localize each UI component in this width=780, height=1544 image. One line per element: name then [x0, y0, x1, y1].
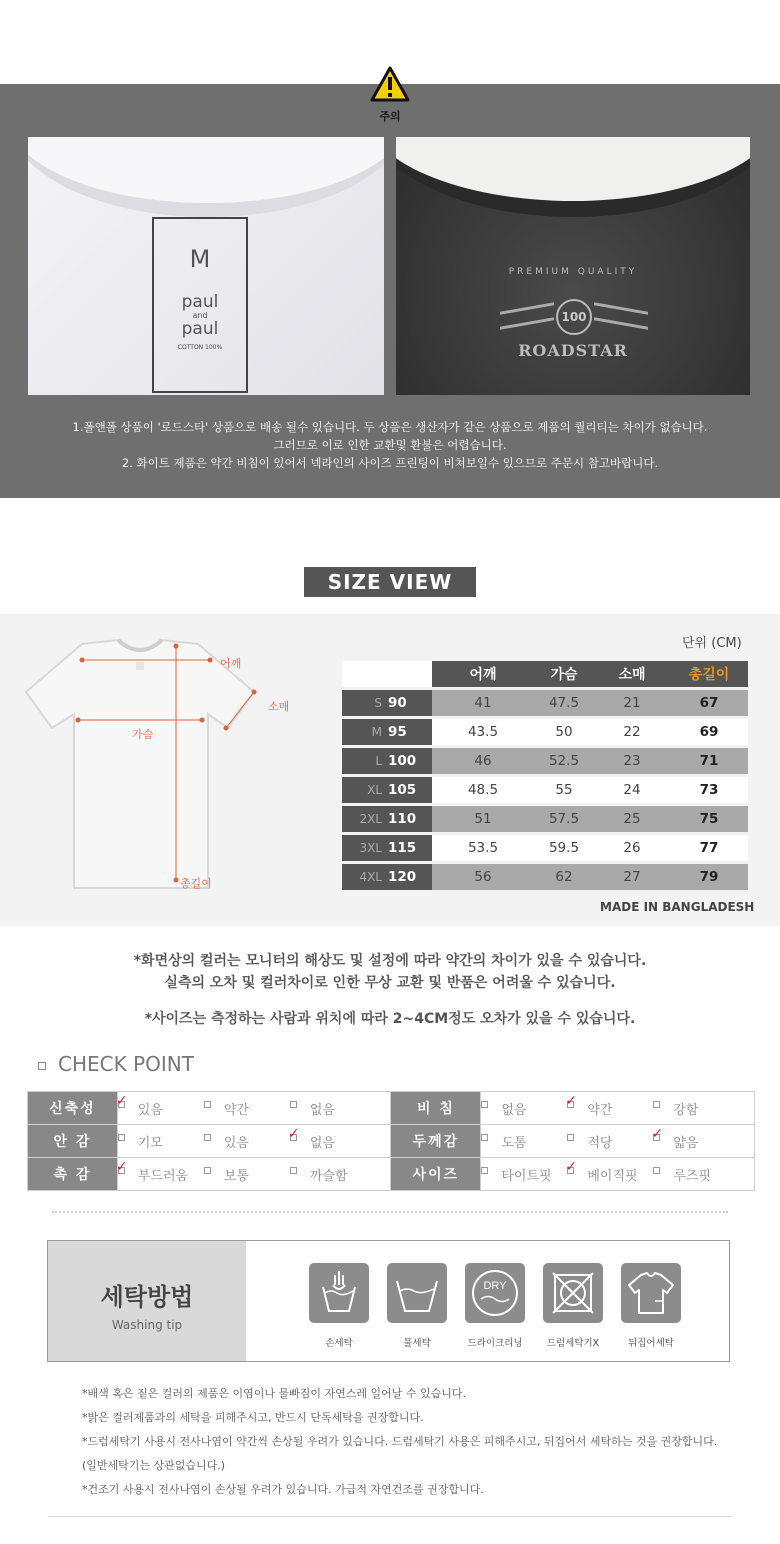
dotted-divider: [52, 1211, 728, 1213]
check-option[interactable]: [653, 1099, 739, 1118]
check-label: 안 감: [28, 1125, 118, 1158]
check-option[interactable]: [567, 1132, 653, 1151]
size-value: 41: [432, 690, 534, 716]
check-option[interactable]: [118, 1132, 204, 1151]
size-value: 24: [594, 777, 670, 803]
tshirt-diagram-icon: [22, 638, 258, 890]
check-label: 신축성: [28, 1092, 118, 1125]
tag-size: M: [189, 245, 211, 273]
check-label: 비 침: [391, 1092, 481, 1125]
size-code: S: [342, 690, 386, 716]
check-row: [28, 1125, 755, 1158]
size-kr: 110: [386, 806, 432, 832]
checkbox-icon: [653, 1101, 660, 1108]
washing-note: *드럼세탁기 사용시 전사나염이 약간씩 손상될 우려가 있습니다. 드럼세탁기 사용은 피해주시고, 뒤집어서 세탁하는 것을 권장합니다.: [82, 1435, 718, 1448]
check-option[interactable]: [287, 1125, 376, 1151]
checkbox-icon: [290, 1167, 297, 1174]
option-label: 부드러움: [137, 1168, 189, 1184]
size-value: 62: [534, 864, 594, 890]
size-value: 50: [534, 719, 594, 745]
size-kr: 120: [386, 864, 432, 890]
size-kr: 90: [386, 690, 432, 716]
size-code: M: [342, 719, 386, 745]
check-point-title: [38, 1052, 194, 1076]
size-kr: 115: [386, 835, 432, 861]
size-row: [342, 719, 748, 745]
size-value: 23: [594, 748, 670, 774]
check-options: [117, 1158, 391, 1191]
size-value: 73: [670, 777, 748, 803]
wash-icon-item: [309, 1263, 369, 1349]
option-label: 약간: [223, 1102, 249, 1118]
checkbox-icon: [204, 1134, 211, 1141]
shoulder-label: 어깨: [220, 657, 242, 670]
size-value: 22: [594, 719, 670, 745]
note-line: 실측의 오차 및 컬러차이로 인한 무상 교환 및 반품은 어려울 수 있습니다.: [164, 975, 616, 991]
checkbox-icon: [204, 1101, 211, 1108]
checkbox-icon: [204, 1167, 211, 1174]
washing-note: (일반세탁기는 상관없습니다.): [82, 1459, 226, 1472]
size-value: 46: [432, 748, 534, 774]
white-tag-photo: [28, 137, 384, 395]
option-label: 루즈핏: [673, 1168, 712, 1184]
col-header: 총길이: [670, 661, 748, 687]
washing-note: *밝은 컬러제품과의 세탁을 피해주시고, 반드시 단독세탁을 권장합니다.: [82, 1411, 424, 1424]
wash-caption: 손세탁: [325, 1338, 353, 1349]
check-options: [481, 1125, 755, 1158]
wash-caption: 물세탁: [403, 1338, 431, 1349]
water-wash-icon: [387, 1263, 447, 1323]
checkmark-icon: ✓: [115, 1158, 128, 1175]
washing-notes: [82, 1382, 717, 1502]
size-value: 69: [670, 719, 748, 745]
checkbox-icon: [290, 1101, 297, 1108]
size-value: 43.5: [432, 719, 534, 745]
unit-label: 단위 (CM): [682, 636, 742, 651]
wing-right-icon: [594, 302, 648, 330]
size-value: 77: [670, 835, 748, 861]
check-options: [117, 1092, 391, 1125]
warning-icon: [370, 66, 410, 102]
tag-brand-top: paul: [181, 292, 219, 312]
option-label: 강함: [673, 1102, 699, 1118]
size-value: 52.5: [534, 748, 594, 774]
option-label: 기모: [137, 1135, 163, 1151]
size-view-section: [0, 614, 780, 926]
sleeve-label: 소매: [268, 700, 290, 713]
washing-title-panel: [48, 1241, 246, 1361]
washing-subtitle: Washing tip: [111, 1318, 183, 1332]
checkmark-icon: ✓: [651, 1125, 664, 1142]
checkmark-icon: ✓: [115, 1092, 128, 1109]
size-value: 79: [670, 864, 748, 890]
size-row: [342, 690, 748, 716]
size-value: 59.5: [534, 835, 594, 861]
check-label: 촉 감: [28, 1158, 118, 1191]
check-option[interactable]: [115, 1158, 204, 1184]
wash-icon-item: [387, 1263, 447, 1349]
checkmark-icon: ✓: [565, 1158, 578, 1175]
caution-line: 1.폴앤폴 상품이 '로드스타' 상품으로 배송 될수 있습니다. 두 상품은 생산자가 같은 상품으로 제품의 퀄리티는 차이가 없습니다.: [72, 420, 708, 434]
check-label: 사이즈: [391, 1158, 481, 1191]
checkbox-icon: [481, 1134, 488, 1141]
size-code: XL: [342, 777, 386, 803]
check-option[interactable]: [115, 1092, 204, 1118]
check-row: [28, 1092, 755, 1125]
size-kr: 105: [386, 777, 432, 803]
wash-caption: 드라이크리닝: [467, 1338, 523, 1349]
size-value: 25: [594, 806, 670, 832]
made-in-label: MADE IN BANGLADESH: [600, 900, 755, 914]
check-point-table: [27, 1091, 755, 1191]
check-options: [481, 1158, 755, 1191]
check-option[interactable]: [290, 1099, 376, 1118]
checkmark-icon: ✓: [565, 1092, 578, 1109]
premium-quality-text: PREMIUM QUALITY: [508, 267, 638, 277]
size-row: [342, 777, 748, 803]
size-value: 47.5: [534, 690, 594, 716]
caution-section: [0, 84, 780, 498]
check-options: [481, 1092, 755, 1125]
size-code: L: [342, 748, 386, 774]
check-option[interactable]: [653, 1165, 739, 1184]
caution-line: 그러므로 이로 인한 교환및 환불은 어렵습니다.: [273, 438, 507, 452]
check-option[interactable]: [204, 1099, 290, 1118]
check-option[interactable]: [481, 1099, 567, 1118]
checkmark-icon: ✓: [287, 1125, 300, 1142]
wash-caption: 뒤집어세탁: [628, 1338, 674, 1349]
tag-brand-and: and: [192, 311, 208, 320]
col-header: 가슴: [534, 661, 594, 687]
wash-icon-item: [465, 1263, 525, 1349]
caution-line: 2. 화이트 제품은 약간 비침이 있어서 넥라인의 사이즈 프린팅이 비쳐보일수 있으므로 주문시 참고바랍니다.: [121, 456, 659, 470]
option-label: 있음: [223, 1135, 249, 1151]
neck-label-print: [152, 217, 248, 393]
tag-cotton: COTTON 100%: [177, 344, 223, 351]
col-header: 소매: [594, 661, 670, 687]
check-option[interactable]: [204, 1132, 290, 1151]
wash-caption: 드럼세탁기X: [546, 1338, 600, 1349]
size-value: 51: [432, 806, 534, 832]
option-label: 없음: [501, 1102, 527, 1118]
size-code: 4XL: [342, 864, 386, 890]
option-label: 얇음: [673, 1135, 699, 1151]
no-tumble-dry-icon: [543, 1263, 603, 1323]
dry-clean-icon: [465, 1263, 525, 1323]
hand-wash-icon: [309, 1263, 369, 1323]
washing-note: *건조기 사용시 전사나염이 손상될 우려가 있습니다. 가급적 자연건조를 권장합니다.: [82, 1483, 484, 1496]
check-option[interactable]: [481, 1165, 567, 1184]
check-point-title-text: CHECK POINT: [58, 1052, 194, 1076]
size-view-title: SIZE VIEW: [304, 567, 476, 597]
color-size-notes: [0, 950, 780, 1030]
check-option[interactable]: [651, 1125, 739, 1151]
size-row: [342, 806, 748, 832]
check-row: [28, 1158, 755, 1191]
checkbox-icon: [481, 1167, 488, 1174]
check-option[interactable]: [290, 1165, 376, 1184]
option-label: 보통: [223, 1168, 249, 1184]
check-option[interactable]: [481, 1132, 567, 1151]
check-option[interactable]: [565, 1158, 653, 1184]
option-label: 없음: [309, 1135, 335, 1151]
caution-text: [0, 418, 780, 472]
check-options: [117, 1125, 391, 1158]
square-bullet-icon: [38, 1062, 46, 1070]
size-value: 48.5: [432, 777, 534, 803]
chest-label: 가슴: [132, 728, 154, 741]
size-row: [342, 748, 748, 774]
option-label: 없음: [309, 1102, 335, 1118]
size-value: 56: [432, 864, 534, 890]
option-label: 도톰: [501, 1135, 527, 1151]
size-value: 21: [594, 690, 670, 716]
option-label: 까슬함: [309, 1168, 348, 1184]
wash-icon-item: [621, 1263, 681, 1349]
col-header: 어깨: [432, 661, 534, 687]
size-row: [342, 835, 748, 861]
option-label: 적당: [587, 1135, 613, 1151]
checkbox-icon: [653, 1167, 660, 1174]
size-code: 2XL: [342, 806, 386, 832]
length-label: 총길이: [180, 877, 212, 890]
wing-left-icon: [500, 302, 554, 330]
check-label: 두께감: [391, 1125, 481, 1158]
option-label: 약간: [587, 1102, 613, 1118]
size-kr: 100: [386, 748, 432, 774]
size-value: 67: [670, 690, 748, 716]
washing-section: [47, 1240, 730, 1362]
option-label: 있음: [137, 1102, 163, 1118]
note-line: *사이즈는 측정하는 사람과 위치에 따라 2~4CM정도 오차가 있을 수 있습니다.: [144, 1011, 636, 1027]
washing-note: *배색 혹은 짙은 컬러의 제품은 이염이나 물빠짐이 자연스레 일어날 수 있습니다.: [82, 1387, 466, 1400]
size-row: [342, 864, 748, 890]
size-value: 55: [534, 777, 594, 803]
roadstar-logo-text: ROADSTAR: [518, 341, 628, 360]
note-line: *화면상의 컬러는 모니터의 해상도 및 설정에 따라 약간의 차이가 있을 수 있습니다.: [133, 953, 647, 969]
size-value: 27: [594, 864, 670, 890]
size-value: 71: [670, 748, 748, 774]
bottom-divider: [48, 1516, 732, 1517]
badge-100: 100: [556, 299, 592, 335]
check-option[interactable]: [204, 1165, 290, 1184]
washing-title: 세탁방법: [100, 1283, 194, 1311]
checkbox-icon: [481, 1101, 488, 1108]
size-value: 53.5: [432, 835, 534, 861]
size-value: 26: [594, 835, 670, 861]
checkbox-icon: [118, 1134, 125, 1141]
check-option[interactable]: [565, 1092, 653, 1118]
size-table: [342, 658, 748, 893]
option-label: 타이트핏: [501, 1168, 552, 1184]
checkbox-icon: [567, 1134, 574, 1141]
caution-label: 주의: [379, 110, 401, 123]
dark-tag-photo: [396, 137, 750, 395]
option-label: 베이직핏: [587, 1168, 638, 1184]
size-code: 3XL: [342, 835, 386, 861]
size-kr: 95: [386, 719, 432, 745]
dry-text: DRY: [483, 1280, 507, 1292]
size-value: 75: [670, 806, 748, 832]
tag-brand-bottom: paul: [181, 319, 219, 339]
size-value: 57.5: [534, 806, 594, 832]
inside-out-icon: [621, 1263, 681, 1323]
wash-icon-item: [543, 1263, 603, 1349]
